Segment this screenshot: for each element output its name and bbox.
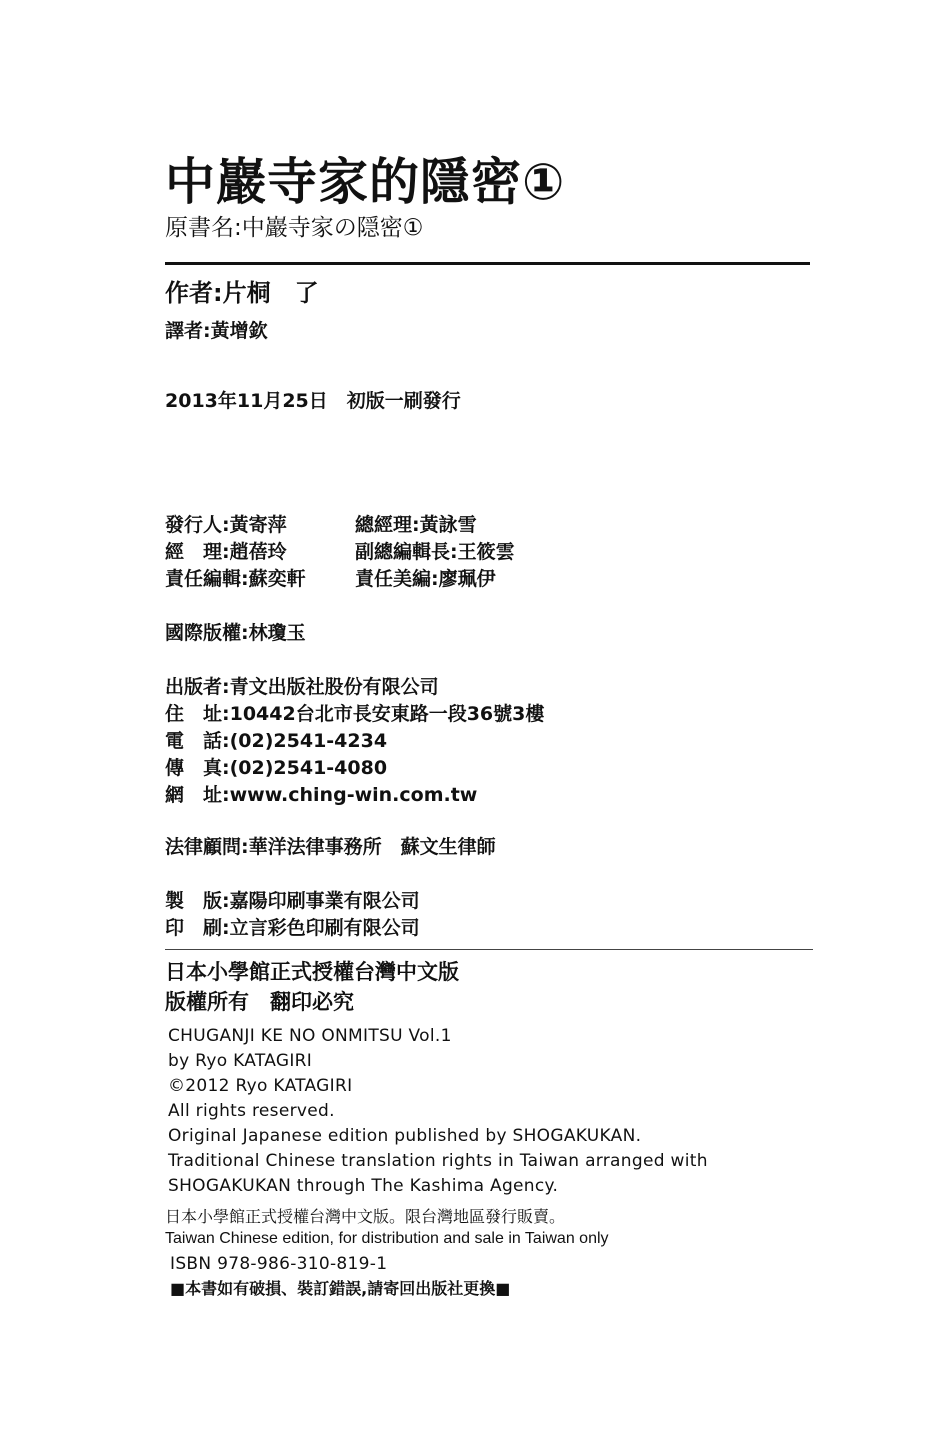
editor: 責任編輯:蘇奕軒 [165,568,306,590]
publisher-website: 網 址:www.ching-win.com.tw [165,784,478,806]
title-divider [165,262,810,265]
license-line-2: 版權所有 翻印必究 [165,989,354,1014]
english-line: SHOGAKUKAN through The Kashima Agency. [168,1176,559,1196]
isbn: ISBN 978-986-310-819-1 [170,1254,388,1274]
legal-counsel: 法律顧問:華洋法律事務所 蘇文生律師 [165,836,496,858]
original-title: 原書名:中巖寺家の隠密① [165,215,424,241]
author-credit: 作者:片桐 了 [165,279,319,307]
english-line: Traditional Chinese translation rights in Taiwan arranged with [168,1151,708,1171]
publish-date: 2013年11月25日 初版一刷發行 [165,390,461,412]
license-line-1: 日本小學館正式授權台灣中文版 [165,959,459,984]
publisher-address: 住 址:10442台北市長安東路一段36號3樓 [165,703,545,725]
english-line: ©2012 Ryo KATAGIRI [168,1076,353,1096]
publisher-name: 出版者:青文出版社股份有限公司 [165,676,439,698]
deputy-editor: 副總編輯長:王筱雲 [355,541,515,563]
art-editor: 責任美編:廖珮伊 [355,568,496,590]
publisher-phone: 電 話:(02)2541-4234 [165,730,388,752]
english-line: Original Japanese edition published by SHOGAKUKAN. [168,1126,642,1146]
rights-manager: 國際版權:林瓊玉 [165,622,306,644]
distribution-en: Taiwan Chinese edition, for distribution and sale in Taiwan only [165,1230,609,1247]
printer: 印 刷:立言彩色印刷有限公司 [165,917,420,939]
plate-maker: 製 版:嘉陽印刷事業有限公司 [165,890,420,912]
book-title: 中巖寺家的隱密① [165,153,566,211]
distribution-zh: 日本小學館正式授權台灣中文版。限台灣地區發行販賣。 [165,1207,566,1226]
manager: 經 理:趙蓓玲 [165,541,287,563]
publisher-fax: 傳 真:(02)2541-4080 [165,757,388,779]
english-line: All rights reserved. [168,1101,335,1121]
english-line: by Ryo KATAGIRI [168,1051,313,1071]
publisher-person: 發行人:黃寄萍 [165,514,287,536]
license-divider [165,949,813,950]
damage-notice: ■本書如有破損、裝訂錯誤,請寄回出版社更換■ [170,1279,511,1298]
translator-credit: 譯者:黃增欽 [165,320,268,342]
general-manager: 總經理:黃詠雪 [355,514,477,536]
english-line: CHUGANJI KE NO ONMITSU Vol.1 [168,1026,452,1046]
